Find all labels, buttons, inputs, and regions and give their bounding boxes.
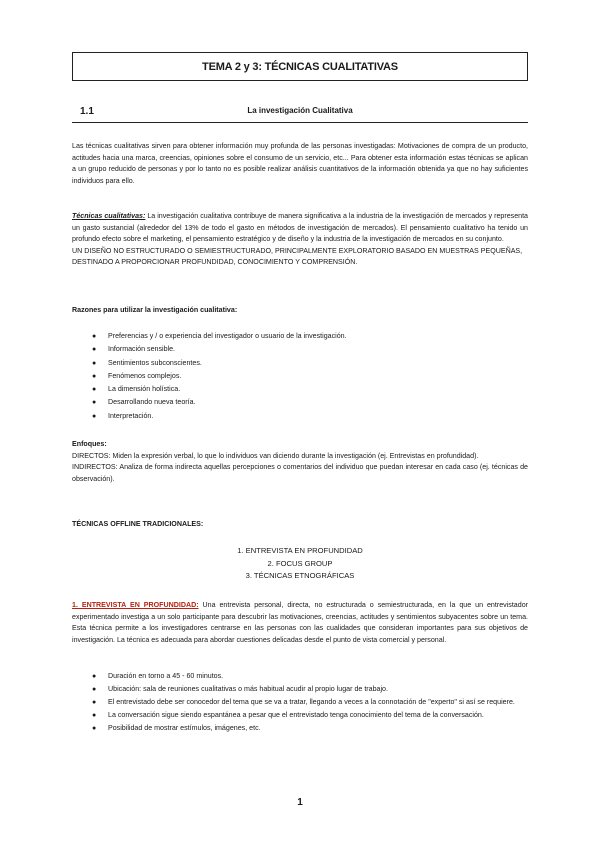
- list-item: 2. FOCUS GROUP: [267, 558, 333, 568]
- tecnicas-paragraph: [72, 211, 528, 269]
- list-item: ● Fenómenos complejos.: [92, 371, 528, 382]
- list-item: ● Posibilidad de mostrar estímulos, imágenes, etc.: [92, 723, 528, 734]
- list-item: ● Ubicación: sala de reuniones cualitativas o más habitual acudir al propio lugar de trabajo.: [92, 684, 528, 695]
- list-item: ● El entrevistado debe ser conocedor del tema que se va a tratar, llegando a veces a la connotación de "experto" si así se requiere.: [92, 697, 528, 708]
- section-title: La investigación Cualitativa: [247, 106, 353, 115]
- bullet-icon: ●: [92, 372, 97, 380]
- intro-paragraph: [72, 141, 528, 187]
- bullet-icon: ●: [92, 386, 97, 394]
- document-title: TEMA 2 y 3: TÉCNICAS CUALITATIVAS: [72, 52, 528, 81]
- tecnicas-text: [72, 211, 528, 246]
- list-item: ● La conversación sigue siendo espantánea a pesar que el entrevistado tenga conocimiento del tema de la conversación.: [92, 710, 528, 721]
- entrevista-body: Una entrevista personal, directa, no estructurada o semiestructurada, en la que un entrevistador experimentado investiga a un solo participante para descubrir las motivaciones, creencias, actitudes y sentimientos subyacentes sobre un tema. Esta técnica permite a los investigadores centrarse en las personas con las cualidades que consideran importantes para sus objetivos de investigación. La técnica es adecuada para abordar cuestiones delicadas desde el punto de vista comercial y personal.: [72, 601, 528, 644]
- tecnicas-label: Técnicas cualitativas:: [72, 212, 146, 220]
- list-item: ● Interpretación.: [92, 411, 528, 422]
- entrevista-text: [72, 600, 528, 646]
- entrevista-list: [92, 671, 528, 736]
- bullet-icon: ●: [92, 359, 97, 367]
- bullet-icon: ●: [92, 673, 97, 680]
- enfoques-directos: DIRECTOS: Miden la expresión verbal, lo que lo individuos van diciendo durante la investigación (ej. Entrevistas en profundidad).: [72, 451, 479, 460]
- list-item: ● Sentimientos subconscientes.: [92, 358, 528, 369]
- bullet-icon: ●: [92, 333, 97, 340]
- list-item: 1. ENTREVISTA EN PROFUNDIDAD: [237, 546, 363, 555]
- page-number: 1: [297, 797, 303, 808]
- bullet-icon: ●: [92, 711, 97, 719]
- tecnicas-body: La investigación cualitativa contribuye de manera significativa a la industria de la investigación de mercados y representa un gasto sustancial (alrededor del 13% de todo el gasto en métodos de investigación de mercados). El pensamiento cualitativo ha tenido un profundo efecto sobre el marketing, el pensamiento estratégico y de diseño y la industria de la investigación de mercados en su conjunto.: [72, 212, 528, 243]
- list-item: ● Preferencias y / o experiencia del investigador o usuario de la investigación.: [92, 331, 528, 342]
- intro-text: Las técnicas cualitativas sirven para obtener información muy profunda de las personas investigadas: Motivaciones de compra de un producto, actitudes hacia una marca, creencias, opiniones sobre el consumo de un servicio, etc... Para obtener esta información estas técnicas se aplican a un grupo reducido de personas y por lo tanto no es posible realizar análisis cuantitativos de la información obtenida ya que no hay suficientes individuos para ello.: [72, 142, 528, 185]
- section-number: 1.1: [80, 106, 94, 117]
- entrevista-paragraph: [72, 600, 528, 646]
- bullet-icon: ●: [92, 412, 97, 420]
- razones-list: [92, 331, 528, 424]
- list-item: ● La dimensión holística.: [92, 384, 528, 395]
- bullet-icon: ●: [92, 724, 97, 732]
- bullet-icon: ●: [92, 346, 97, 354]
- bullet-icon: ●: [92, 399, 97, 407]
- enfoques-heading: Enfoques:: [72, 440, 107, 448]
- section-heading: [72, 101, 528, 123]
- offline-heading: TÉCNICAS OFFLINE TRADICIONALES:: [72, 520, 204, 528]
- entrevista-label: 1. ENTREVISTA EN PROFUNDIDAD:: [72, 601, 199, 609]
- list-item: 3. TÉCNICAS ETNOGRÁFICAS: [245, 571, 355, 580]
- list-item: ● Desarrollando nueva teoría.: [92, 397, 528, 408]
- list-item: ● Información sensible.: [92, 344, 528, 355]
- offline-list: [72, 545, 528, 583]
- bullet-icon: ●: [92, 698, 97, 706]
- enfoques-block: [72, 439, 528, 485]
- razones-heading: Razones para utilizar la investigación cualitativa:: [72, 306, 238, 314]
- tecnicas-upper: UN DISEÑO NO ESTRUCTURADO O SEMIESTRUCTURADO, PRINCIPALMENTE EXPLORATORIO BASADO EN MUESTRAS PEQUEÑAS, DESTINADO A PROPORCIONAR PROFUNDIDAD, CONOCIMIENTO Y COMPRENSIÓN.: [72, 246, 523, 266]
- enfoques-indirectos: INDIRECTOS: Analiza de forma indirecta aquellas percepciones o comentarios del individuo que puedan interesar en cada caso (ej. técnicas de observación).: [72, 463, 528, 483]
- list-item: ● Duración en torno a 45 - 60 minutos.: [92, 671, 528, 682]
- bullet-icon: ●: [92, 685, 97, 693]
